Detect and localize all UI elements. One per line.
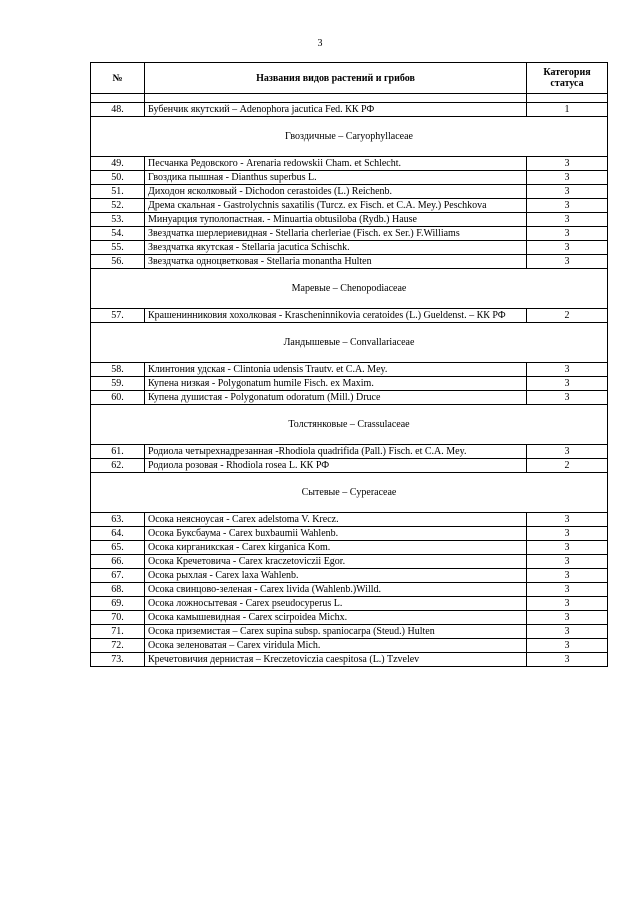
species-row [91, 213, 608, 227]
species-name: Осока ложносытевая - Carex pseudocyperus L. [145, 597, 527, 611]
status-category: 3 [527, 227, 608, 241]
family-name: Маревые – Chenopodiaceae [91, 269, 608, 309]
species-number: 70. [91, 611, 145, 625]
species-row [91, 185, 608, 199]
species-number: 62. [91, 459, 145, 473]
species-row [91, 541, 608, 555]
status-category: 3 [527, 583, 608, 597]
species-row [91, 199, 608, 213]
species-number: 65. [91, 541, 145, 555]
species-name: Звездчатка шерлериевидная - Stellaria cherleriae (Fisch. ex Ser.) F.Williams [145, 227, 527, 241]
species-number: 59. [91, 377, 145, 391]
species-name: Осока свинцово-зеленая - Carex livida (Wahlenb.)Willd. [145, 583, 527, 597]
species-row [91, 171, 608, 185]
status-category: 3 [527, 377, 608, 391]
species-number: 66. [91, 555, 145, 569]
status-category: 3 [527, 171, 608, 185]
species-row [91, 597, 608, 611]
species-name: Осока Кречетовича - Carex kraczetoviczii Egor. [145, 555, 527, 569]
species-row [91, 227, 608, 241]
species-row [91, 377, 608, 391]
status-category: 3 [527, 597, 608, 611]
species-row [91, 255, 608, 269]
species-row [91, 459, 608, 473]
species-name: Кречетовичия дернистая – Kreczetoviczia caespitosa (L.) Tzvelev [145, 653, 527, 667]
spacer-cell [91, 94, 145, 103]
species-row [91, 625, 608, 639]
status-category: 3 [527, 527, 608, 541]
species-row [91, 391, 608, 405]
species-name: Дрема скальная - Gastrolychnis saxatilis (Turcz. ex Fisch. et C.A. Mey.) Peschkova [145, 199, 527, 213]
species-number: 61. [91, 445, 145, 459]
family-row [91, 269, 608, 309]
family-name: Сытевые – Cyperaceae [91, 473, 608, 513]
status-category: 3 [527, 157, 608, 171]
species-name: Осока кирганикская - Carex kirganica Kom. [145, 541, 527, 555]
status-category: 2 [527, 309, 608, 323]
species-name: Крашенинниковия хохолковая - Krascheninnikovia ceratoides (L.) Gueldenst. – КК РФ [145, 309, 527, 323]
species-name: Осока Буксбаума - Carex buxbaumii Wahlenb. [145, 527, 527, 541]
status-category: 3 [527, 625, 608, 639]
species-number: 68. [91, 583, 145, 597]
status-category: 3 [527, 653, 608, 667]
species-name: Клинтония удская - Clintonia udensis Trautv. et C.A. Mey. [145, 363, 527, 377]
species-name: Бубенчик якутский – Adenophora jacutica Fed. КК РФ [145, 103, 527, 117]
status-category: 3 [527, 555, 608, 569]
status-category: 3 [527, 569, 608, 583]
species-name: Купена низкая - Polygonatum humile Fisch. ex Maxim. [145, 377, 527, 391]
species-row [91, 527, 608, 541]
species-name: Гвоздика пышная - Dianthus superbus L. [145, 171, 527, 185]
species-number: 51. [91, 185, 145, 199]
species-number: 60. [91, 391, 145, 405]
status-category: 1 [527, 103, 608, 117]
table-header-row [91, 63, 608, 94]
species-number: 71. [91, 625, 145, 639]
header-species-name: Названия видов растений и грибов [145, 63, 527, 94]
table-body [91, 94, 608, 667]
status-category: 3 [527, 611, 608, 625]
header-status-category: Категория статуса [527, 63, 608, 94]
family-row [91, 473, 608, 513]
species-name: Осока зеленоватая – Carex viridula Mich. [145, 639, 527, 653]
species-number: 58. [91, 363, 145, 377]
status-category: 3 [527, 541, 608, 555]
family-row [91, 323, 608, 363]
family-name: Толстянковые – Crassulaceae [91, 405, 608, 445]
family-row [91, 405, 608, 445]
species-name: Осока рыхлая - Carex laxa Wahlenb. [145, 569, 527, 583]
species-number: 54. [91, 227, 145, 241]
species-number: 57. [91, 309, 145, 323]
status-category: 3 [527, 513, 608, 527]
species-number: 52. [91, 199, 145, 213]
status-category: 3 [527, 213, 608, 227]
species-row [91, 583, 608, 597]
species-row [91, 241, 608, 255]
family-name: Ландышевые – Convallariaceae [91, 323, 608, 363]
species-number: 64. [91, 527, 145, 541]
species-table [90, 62, 608, 667]
status-category: 3 [527, 185, 608, 199]
species-number: 48. [91, 103, 145, 117]
species-name: Звездчатка якутская - Stellaria jacutica Schischk. [145, 241, 527, 255]
status-category: 3 [527, 241, 608, 255]
spacer-row [91, 94, 608, 103]
species-number: 72. [91, 639, 145, 653]
species-number: 73. [91, 653, 145, 667]
species-name: Диходон ясколковый - Dichodon cerastoides (L.) Reichenb. [145, 185, 527, 199]
species-row [91, 639, 608, 653]
species-row [91, 653, 608, 667]
species-name: Осока приземистая – Carex supina subsp. spaniocarpa (Steud.) Hulten [145, 625, 527, 639]
species-name: Осока камышевидная - Carex scirpoidea Michx. [145, 611, 527, 625]
spacer-cell [527, 94, 608, 103]
family-name: Гвоздичные – Caryophyllaceae [91, 117, 608, 157]
status-category: 3 [527, 363, 608, 377]
species-row [91, 157, 608, 171]
species-number: 63. [91, 513, 145, 527]
page-number: 3 [317, 38, 323, 49]
spacer-cell [145, 94, 527, 103]
species-row [91, 445, 608, 459]
status-category: 3 [527, 199, 608, 213]
species-row [91, 513, 608, 527]
species-number: 53. [91, 213, 145, 227]
species-number: 67. [91, 569, 145, 583]
species-row [91, 103, 608, 117]
status-category: 3 [527, 639, 608, 653]
species-name: Осока неясноусая - Carex adelstoma V. Krecz. [145, 513, 527, 527]
species-number: 49. [91, 157, 145, 171]
species-name: Родиола розовая - Rhodiola rosea L. КК РФ [145, 459, 527, 473]
family-row [91, 117, 608, 157]
species-name: Минуарция туполопастная. - Minuartia obtusiloba (Rydb.) Hause [145, 213, 527, 227]
species-row [91, 363, 608, 377]
species-row [91, 611, 608, 625]
status-category: 3 [527, 445, 608, 459]
species-row [91, 555, 608, 569]
species-number: 55. [91, 241, 145, 255]
status-category: 3 [527, 255, 608, 269]
species-name: Купена душистая - Polygonatum odoratum (Mill.) Druce [145, 391, 527, 405]
species-name: Звездчатка одноцветковая - Stellaria monantha Hulten [145, 255, 527, 269]
header-number: № [91, 63, 145, 94]
status-category: 3 [527, 391, 608, 405]
species-number: 69. [91, 597, 145, 611]
species-number: 56. [91, 255, 145, 269]
species-row [91, 569, 608, 583]
status-category: 2 [527, 459, 608, 473]
species-number: 50. [91, 171, 145, 185]
species-name: Песчанка Редовского - Arenaria redowskii Cham. et Schlecht. [145, 157, 527, 171]
species-name: Родиола четырехнадрезанная -Rhodiola quadrifida (Pall.) Fisch. et C.A. Mey. [145, 445, 527, 459]
species-row [91, 309, 608, 323]
